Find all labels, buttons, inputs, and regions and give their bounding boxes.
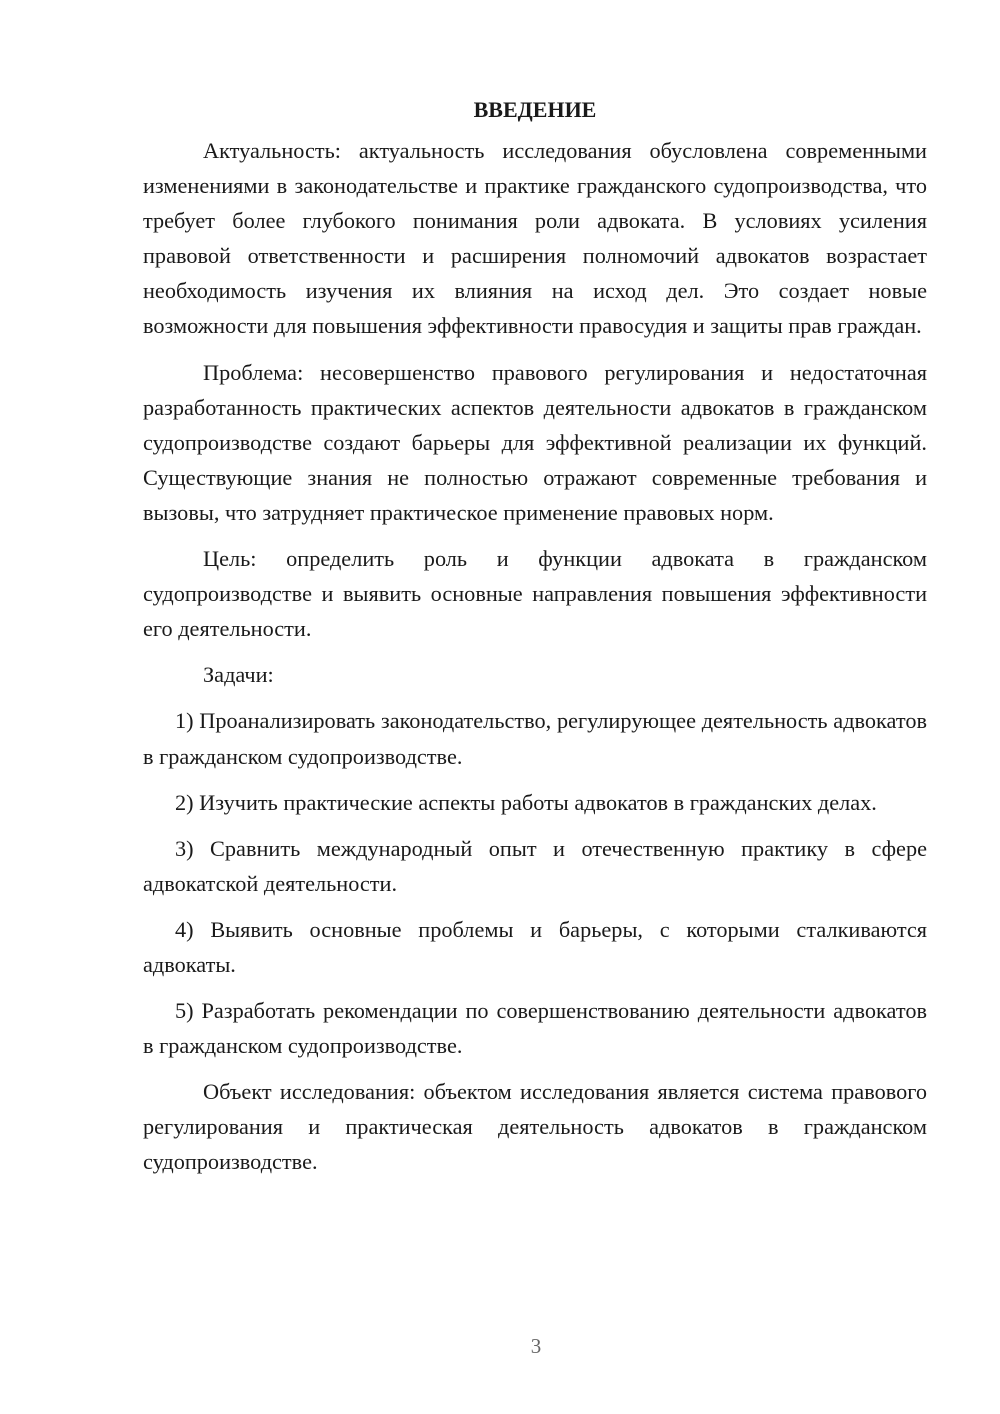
task-item-1: 1) Проанализировать законодательство, регулирующее деятельность адвокатов в гражданском судопроизводстве.	[143, 708, 927, 769]
relevance-paragraph: Актуальность: актуальность исследования обусловлена современными изменениями в законодательстве и практике гражданского судопроизводства, что требует более глубокого понимания роли адвоката. В условиях усиления правовой ответственности и расширения полномочий адвокатов возрастает необходимость изучения их влияния на исход дел. Это создает новые возможности для повышения эффективности правосудия и защиты прав граждан.	[143, 138, 927, 339]
task-item-4: 4) Выявить основные проблемы и барьеры, с которыми сталкиваются адвокаты.	[143, 916, 927, 977]
document-title: ВВЕДЕНИЕ	[473, 97, 597, 122]
object-paragraph: Объект исследования: объектом исследования является система правового регулирования и практическая деятельность адвокатов в гражданском судопроизводстве.	[143, 1079, 927, 1175]
problem-paragraph: Проблема: несовершенство правового регулирования и недостаточная разработанность практических аспектов деятельности адвокатов в гражданском судопроизводстве создают барьеры для эффективной реализации их функций. Существующие знания не полностью отражают современные требования и вызовы, что затрудняет практическое применение правовых норм.	[143, 359, 927, 525]
tasks-heading: Задачи:	[203, 662, 274, 688]
page-number: 3	[530, 1334, 542, 1358]
goal-paragraph: Цель: определить роль и функции адвоката в гражданском судопроизводстве и выявить основные направления повышения эффективности его деятельности.	[143, 546, 927, 642]
document-page	[143, 92, 927, 1180]
task-item-5: 5) Разработать рекомендации по совершенствованию деятельности адвокатов в гражданском судопроизводстве.	[143, 998, 927, 1059]
task-item-3: 3) Сравнить международный опыт и отечественную практику в сфере адвокатской деятельности.	[143, 835, 927, 896]
task-item-2: 2) Изучить практические аспекты работы адвокатов в гражданских делах.	[175, 789, 877, 815]
